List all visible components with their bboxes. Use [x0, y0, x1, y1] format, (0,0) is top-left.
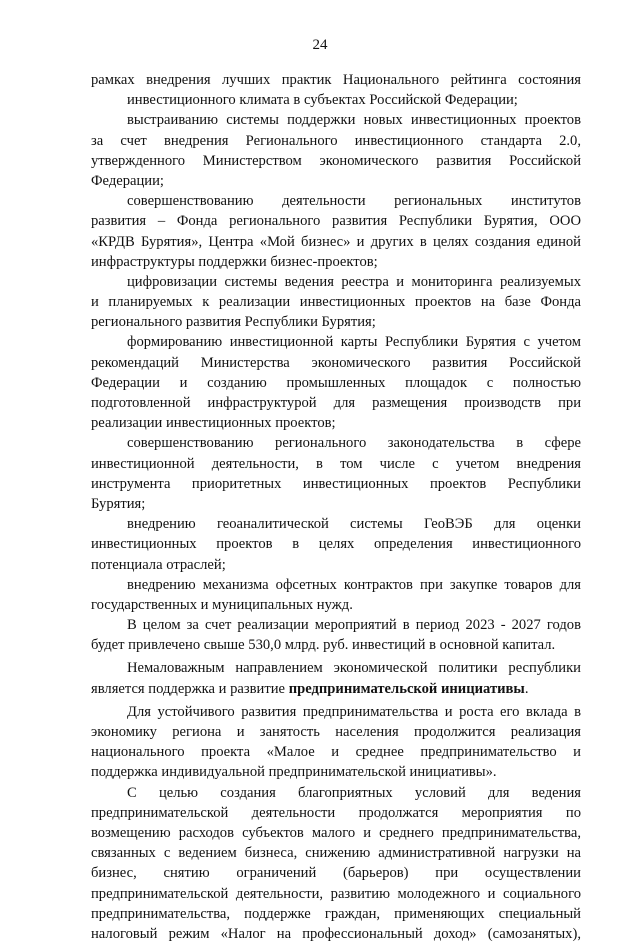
text-line: предпринимательской деятельности продолжатся мероприятия по [91, 804, 581, 821]
text-line: подготовленной инфраструктурой для размещения производств при [91, 395, 581, 411]
text-line: регионального развития Республики Бурятия; [91, 314, 376, 331]
text-line: Бурятия; [91, 495, 146, 512]
bold-phrase: предпринимательской инициативы [288, 680, 525, 697]
text-line: Федерации и созданию промышленных площадок с полностью [91, 374, 581, 391]
page-number: 24 [312, 37, 328, 53]
text-line: утвержденного Министерством экономического развития Российской [91, 152, 581, 169]
text-line: предпринимательства, поддержке граждан, применяющих специальный [91, 905, 581, 922]
text-line: формированию инвестиционной карты Республики Бурятия с учетом [127, 334, 581, 351]
text-line: и планируемых к реализации инвестиционных проектов на базе Фонда [91, 294, 581, 311]
text-line: национального проекта «Малое и среднее предпринимательство и [91, 744, 581, 761]
text-run: является поддержка и развитие [91, 680, 286, 697]
text-line: рекомендаций Министерства экономического развития Российской [91, 354, 581, 371]
text-line: поддержка индивидуальной предпринимательской инициативы». [91, 764, 497, 781]
text-line: внедрению механизма офсетных контрактов при закупке товаров для [127, 576, 581, 593]
text-line: реализации инвестиционных проектов; [91, 415, 336, 432]
text-line: государственных и муниципальных нужд. [91, 596, 353, 613]
text-line: Немаловажным направлением экономической политики республики [127, 660, 581, 677]
text-line: связанных с ведением бизнеса, снижению административной нагрузки на [91, 845, 581, 862]
text-line: Для устойчивого развития предпринимательства и роста его вклада в [127, 703, 581, 720]
text-line: инфраструктуры поддержки бизнес-проектов; [91, 253, 378, 270]
text-line: потенциала отраслей; [91, 556, 226, 573]
document-body [91, 70, 581, 944]
text-line: цифровизации системы ведения реестра и мониторинга реализуемых [127, 273, 581, 290]
text-line: инвестиционной деятельности, в том числе с учетом внедрения [91, 455, 581, 472]
text-line: будет привлечено свыше 530,0 млрд. руб. инвестиций в основной капитал. [91, 637, 556, 654]
text-line: предпринимательской деятельности, развитию молодежного и социального [91, 885, 581, 902]
text-run: . [524, 680, 529, 697]
text-line: рамках внедрения лучших практик Национального рейтинга состояния [91, 72, 581, 88]
text-line: возмещению расходов субъектов малого и среднего предпринимательства, [91, 824, 581, 841]
text-line: инвестиционных проектов в целях определения инвестиционного [91, 536, 581, 553]
text-line: экономику региона и занятость населения продолжится реализация [91, 724, 581, 740]
text-line: внедрению геоаналитической системы ГеоВЭБ для оценки [127, 516, 581, 533]
text-line: инструмента приоритетных инвестиционных проектов Республики [91, 475, 581, 492]
text-line: развития – Фонда регионального развития Республики Бурятия, ООО [91, 213, 581, 230]
text-line: совершенствованию деятельности региональных институтов [127, 193, 581, 210]
text-line: налоговый режим «Налог на профессиональный доход» (самозанятых), [91, 925, 581, 942]
text-line: выстраиванию системы поддержки новых инвестиционных проектов [127, 112, 581, 129]
text-line: совершенствованию регионального законодательства в сфере [127, 435, 581, 452]
text-line: «КРДВ Бурятия», Центра «Мой бизнес» и других в целях создания единой [91, 233, 581, 250]
text-line [91, 679, 581, 699]
text-line: В целом за счет реализации мероприятий в период 2023 - 2027 годов [127, 617, 581, 634]
text-line: инвестиционного климата в субъектах Российской Федерации; [127, 92, 518, 109]
text-line: Федерации; [91, 172, 164, 189]
text-line: за счет внедрения Регионального инвестиционного стандарта 2.0, [91, 132, 581, 149]
text-line: бизнес, снятию ограничений (барьеров) при осуществлении [91, 865, 581, 882]
text-line: С целью создания благоприятных условий для ведения [127, 784, 581, 801]
